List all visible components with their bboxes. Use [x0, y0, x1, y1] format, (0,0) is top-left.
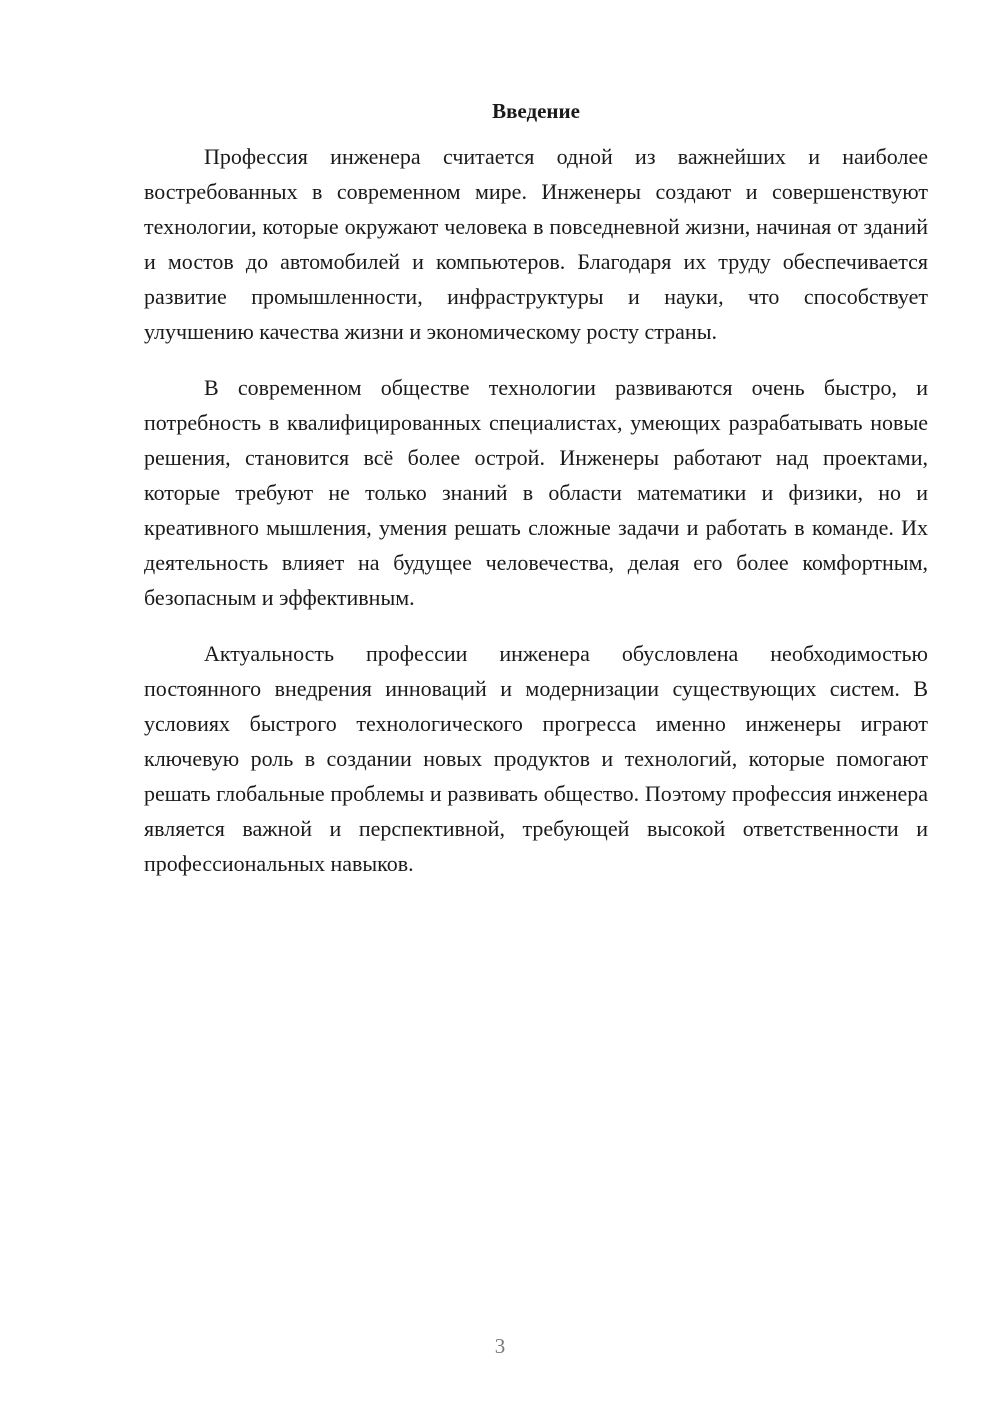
paragraph-2: В современном обществе технологии развиваются очень быстро, и потребность в квалифицированных специалистах, умеющих разрабатывать новые решения, становится всё более острой. Инженеры работают над проектами, которые требуют не только знаний в области математики и физики, но и креативного мышления, умения решать сложные задачи и работать в команде. Их деятельность влияет на будущее человечества, делая его более комфортным, безопасным и эффективным.: [144, 375, 928, 610]
paragraph-1: Профессия инженера считается одной из важнейших и наиболее востребованных в современном мире. Инженеры создают и совершенствуют технологии, которые окружают человека в повседневной жизни, начиная от зданий и мостов до автомобилей и компьютеров. Благодаря их труду обеспечивается развитие промышленности, инфраструктуры и науки, что способствует улучшению качества жизни и экономическому росту страны.: [144, 144, 928, 344]
paragraph-3: Актуальность профессии инженера обусловлена необходимостью постоянного внедрения инноваций и модернизации существующих систем. В условиях быстрого технологического прогресса именно инженеры играют ключевую роль в создании новых продуктов и технологий, которые помогают решать глобальные проблемы и развивать общество. Поэтому профессия инженера является важной и перспективной, требующей высокой ответственности и профессиональных навыков.: [144, 641, 928, 876]
page-content: [144, 96, 928, 902]
page-number: 3: [494, 1334, 506, 1358]
section-heading: Введение: [492, 99, 580, 123]
